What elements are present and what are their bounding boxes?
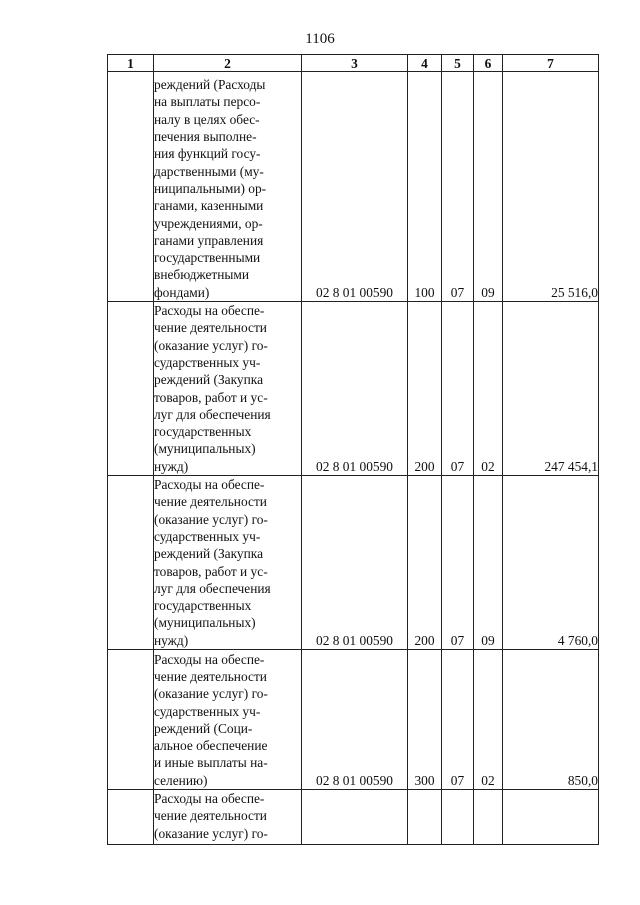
- page-number: 1106: [305, 31, 335, 47]
- row-expense-type: 200: [408, 302, 442, 476]
- row-index-cell: [108, 72, 154, 302]
- table-row: [108, 476, 599, 650]
- row-index-cell: [108, 790, 154, 845]
- budget-table: [107, 54, 599, 845]
- row-code: 02 8 01 00590: [302, 302, 408, 476]
- row-description: Расходы на обеспе- чение деятельности (оказание услуг) го- сударственных уч- реждений (Закупка товаров, работ и ус- луг для обеспечения государственных (муниципальных) нужд): [154, 302, 302, 476]
- table-header-row: [108, 55, 599, 72]
- row-code: 02 8 01 00590: [302, 72, 408, 302]
- row-section: 07: [442, 302, 474, 476]
- row-expense-type: 200: [408, 476, 442, 650]
- row-amount: 247 454,1: [503, 302, 599, 476]
- column-header: 4: [408, 55, 442, 72]
- row-subsection: 02: [474, 650, 503, 790]
- row-index-cell: [108, 650, 154, 790]
- row-amount: [503, 790, 599, 845]
- row-subsection: 09: [474, 476, 503, 650]
- row-index-cell: [108, 302, 154, 476]
- row-description: Расходы на обеспе- чение деятельности (оказание услуг) го-: [154, 790, 302, 845]
- row-amount: 25 516,0: [503, 72, 599, 302]
- row-index-cell: [108, 476, 154, 650]
- row-expense-type: 100: [408, 72, 442, 302]
- row-subsection: 02: [474, 302, 503, 476]
- row-code: 02 8 01 00590: [302, 476, 408, 650]
- row-amount: 850,0: [503, 650, 599, 790]
- row-subsection: [474, 790, 503, 845]
- column-header: 6: [474, 55, 503, 72]
- column-header: 2: [154, 55, 302, 72]
- row-amount: 4 760,0: [503, 476, 599, 650]
- row-section: 07: [442, 72, 474, 302]
- row-description: реждений (Расходы на выплаты персо- налу в целях обес- печения выполне- ния функций госу- дарственными (му- ниципальными) ор- ганами, казенными учреждениями, ор- ганами управления государственными внебюджетными фондами): [154, 72, 302, 302]
- column-header: 7: [503, 55, 599, 72]
- column-header: 1: [108, 55, 154, 72]
- table-row: [108, 790, 599, 845]
- row-description: Расходы на обеспе- чение деятельности (оказание услуг) го- сударственных уч- реждений (Закупка товаров, работ и ус- луг для обеспечения государственных (муниципальных) нужд): [154, 476, 302, 650]
- row-subsection: 09: [474, 72, 503, 302]
- row-section: 07: [442, 650, 474, 790]
- row-description: Расходы на обеспе- чение деятельности (оказание услуг) го- сударственных уч- реждений (Соци- альное обеспечение и иные выплаты на- селению): [154, 650, 302, 790]
- row-expense-type: [408, 790, 442, 845]
- table-row: [108, 650, 599, 790]
- row-section: [442, 790, 474, 845]
- table-row: [108, 72, 599, 302]
- table-row: [108, 302, 599, 476]
- row-code: 02 8 01 00590: [302, 650, 408, 790]
- row-expense-type: 300: [408, 650, 442, 790]
- column-header: 5: [442, 55, 474, 72]
- row-code: [302, 790, 408, 845]
- row-section: 07: [442, 476, 474, 650]
- column-header: 3: [302, 55, 408, 72]
